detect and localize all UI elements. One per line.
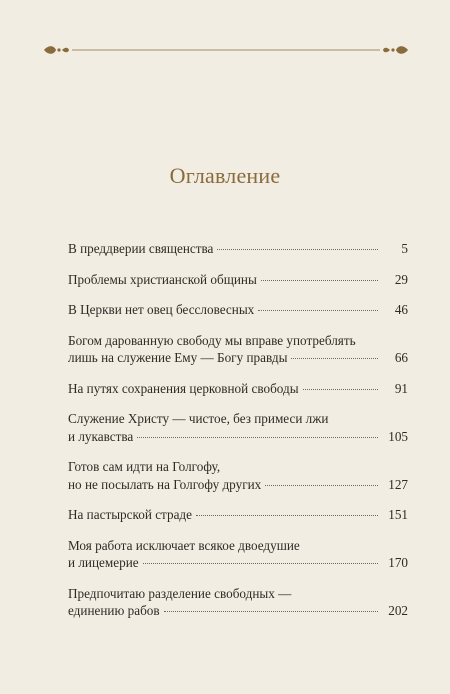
toc-entry-last-line [68,380,408,398]
toc-page-number: 202 [388,603,408,618]
toc-entry-title-line: Проблемы христианской общины [68,271,257,287]
dot-leader [258,310,378,311]
toc-entry [68,332,408,367]
toc-entry-last-line [68,240,408,258]
toc-entry-title-line: Моя работа исключает всякое двоедушие [68,537,300,553]
toc-entry-last-line [68,428,408,446]
toc-page-number: 151 [388,507,408,522]
toc-entry-title-line: В преддверии священства [68,241,214,256]
table-of-contents [68,240,408,633]
toc-page-number: 170 [388,555,408,570]
toc-entry-last-line [68,602,408,620]
toc-entry-last-line [68,506,408,524]
toc-entry-title-line: В Церкви нет овец бессловесных [68,302,255,317]
header-ornament [42,44,410,56]
toc-entry [68,585,408,620]
toc-entry-title-line: и лицемерие [68,555,139,570]
toc-page-number: 66 [394,350,408,365]
toc-entry [68,380,408,398]
toc-entry-title-line: На путях сохранения церковной свободы [68,380,299,396]
dot-leader [217,249,378,250]
dot-leader [196,515,378,516]
toc-entry-title-line: Богом дарованную свободу мы вправе употреблять [68,332,356,348]
toc-entry [68,458,408,493]
dot-leader [291,358,378,359]
dot-leader [303,389,378,390]
toc-entry [68,410,408,445]
toc-entry [68,506,408,524]
toc-entry-last-line [68,476,408,494]
toc-entry [68,240,408,258]
toc-entry-last-line [68,554,408,572]
toc-page-number: 127 [388,476,408,492]
toc-entry-title-line: Служение Христу — чистое, без примеси лжи [68,411,329,426]
toc-entry-last-line [68,301,408,319]
dot-leader [137,437,378,438]
toc-page-number: 5 [401,241,408,256]
toc-entry-last-line [68,271,408,289]
toc-entry-last-line [68,349,408,367]
toc-entry [68,271,408,289]
toc-entry-title-line: лишь на служение Ему — Богу правды [68,350,288,365]
toc-entry-title-line: но не посылать на Голгофу других [68,476,262,492]
toc-entry-title-line: На пастырской страде [68,507,192,522]
dot-leader [164,611,378,612]
toc-entry [68,301,408,319]
dot-leader [261,280,378,281]
toc-entry-title-line: Предпочитаю разделение свободных — [68,585,292,601]
toc-page-number: 29 [394,271,408,287]
page-title: Оглавление [169,163,281,188]
dot-leader [143,563,378,564]
toc-page-number: 91 [394,380,408,396]
toc-entry-title-line: единению рабов [68,603,160,618]
toc-entry-title-line: Готов сам идти на Голгофу, [68,459,221,474]
dot-leader [265,485,378,486]
toc-page-number: 105 [388,428,408,444]
toc-page-number: 46 [394,302,408,317]
toc-entry-title-line: и лукавства [68,428,134,444]
toc-entry [68,537,408,572]
